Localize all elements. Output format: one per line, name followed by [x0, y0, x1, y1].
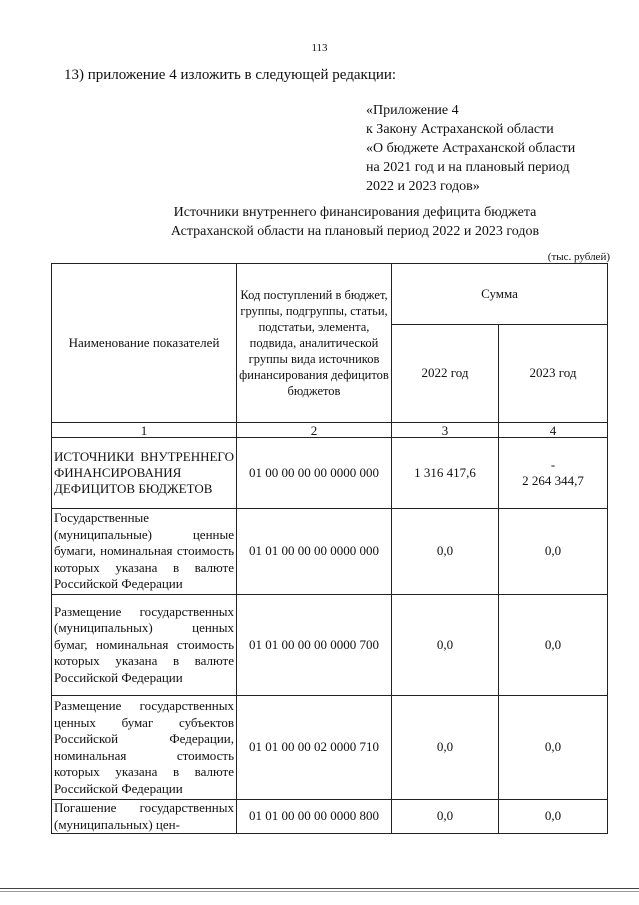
document-title [90, 203, 620, 241]
header-year-2023: 2023 год [499, 325, 608, 423]
value-2022: 0,0 [392, 800, 499, 834]
row-code: 01 01 00 00 00 0000 000 [237, 509, 392, 595]
row-code: 01 01 00 00 00 0000 700 [237, 595, 392, 696]
column-number-row [52, 423, 608, 438]
amendment-intro: 13) приложение 4 изложить в следующей редакции: [64, 67, 397, 83]
table-row [52, 800, 608, 834]
row-code: 01 01 00 00 02 0000 710 [237, 696, 392, 800]
appendix-line: к Закону Астраханской области [366, 122, 554, 137]
appendix-line: «Приложение 4 [366, 103, 459, 118]
value-2023: 0,0 [499, 696, 608, 800]
scan-edge-line [0, 891, 639, 892]
value-2023: 0,0 [499, 800, 608, 834]
header-name: Наименование показателей [52, 264, 237, 423]
value-2023: 2 264 344,7 [522, 473, 584, 488]
table-header-row [52, 264, 608, 325]
value-2022: 0,0 [392, 509, 499, 595]
title-line: Астраханской области на плановый период 2022 и 2023 годов [170, 224, 540, 239]
column-number: 3 [392, 423, 499, 438]
units-note: (тыс. рублей) [547, 251, 610, 263]
row-name: Государственные (муниципальные) ценные бумаги, номинальная стоимость которых указана в валюте Российской Федерации [52, 509, 237, 595]
header-year-2022: 2022 год [392, 325, 499, 423]
value-2022: 0,0 [392, 696, 499, 800]
row-name: ИСТОЧНИКИ ВНУТРЕННЕГО ФИНАНСИРОВАНИЯ ДЕФИЦИТОВ БЮДЖЕТОВ [52, 438, 237, 509]
appendix-line: 2022 и 2023 годов» [366, 179, 480, 194]
row-code: 01 01 00 00 00 0000 800 [237, 800, 392, 834]
appendix-reference [366, 101, 575, 196]
value-2022: 1 316 417,6 [392, 438, 499, 509]
column-number: 1 [52, 423, 237, 438]
value-2023: 0,0 [499, 509, 608, 595]
title-line: Источники внутреннего финансирования дефицита бюджета [173, 205, 537, 220]
row-code: 01 00 00 00 00 0000 000 [237, 438, 392, 509]
column-number: 2 [237, 423, 392, 438]
header-sum: Сумма [392, 264, 608, 325]
row-name: Размещение государственных ценных бумаг субъектов Российской Федерации, номинальная стоимость которых указана в валюте Российской Федерации [52, 696, 237, 800]
header-code: Код поступлений в бюджет, группы, подгруппы, статьи, подстатьи, элемента, подвида, аналитической группы вида источников финансирования дефицитов бюджетов [237, 264, 392, 423]
value-2023: 0,0 [499, 595, 608, 696]
financing-sources-table [51, 263, 608, 834]
row-name: Размещение государственных (муниципальных) ценных бумаг, номинальная стоимость которых указана в валюте Российской Федерации [52, 595, 237, 696]
table-row [52, 438, 608, 509]
page-number: 113 [311, 42, 328, 54]
table-row [52, 509, 608, 595]
negative-sign: - [550, 456, 556, 472]
table-row [52, 595, 608, 696]
appendix-line: «О бюджете Астраханской области [366, 141, 576, 156]
table-row [52, 696, 608, 800]
value-2022: 0,0 [392, 595, 499, 696]
value-2023-cell [499, 438, 608, 509]
column-number: 4 [499, 423, 608, 438]
appendix-line: на 2021 год и на плановый период [366, 160, 570, 175]
row-name: Погашение государственных (муниципальных) цен- [52, 800, 237, 834]
scan-edge-line [0, 888, 639, 889]
